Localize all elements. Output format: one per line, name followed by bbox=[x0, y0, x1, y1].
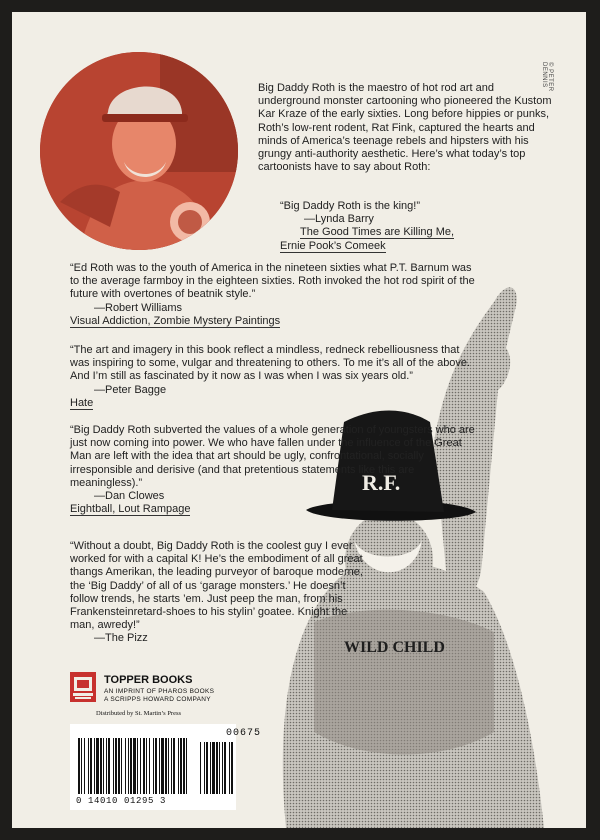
barcode-addon-number: 00675 bbox=[226, 728, 262, 739]
quote-the-pizz bbox=[70, 540, 370, 646]
quote-author: —Dan Clowes bbox=[94, 490, 165, 503]
shirt-text: WILD CHILD bbox=[344, 639, 445, 656]
quote-text: “Without a doubt, Big Daddy Roth is the coolest guy I ever worked for with a capital K! He’s the embodiment of all great thangs Amerikan, the leading purveyor of baroque moderne, the ‘Big Daddy’ of all of us ‘garage monsters.’ He doesn’t follow trends, he starts ’em. Just peep the man, from his Frankensteinretard-shoes to his stylin’ goatee. Knight the man, awredy!” bbox=[70, 540, 363, 632]
quote-robert-williams bbox=[70, 262, 480, 328]
back-cover bbox=[12, 12, 586, 828]
barcode bbox=[70, 724, 262, 810]
quote-source-cont: Ernie Pook’s Comeek bbox=[280, 239, 386, 252]
topper-books-logo bbox=[70, 672, 96, 702]
quote-text: “Big Daddy Roth subverted the values of a whole generation of youngsters who are just now coming into power. We who have fallen under the influence of the Great Man are left with the idea that art should be ugly, confrontational, socially irresponsible and derisive (and that pretentious statements like this are meaningless).” bbox=[70, 424, 475, 489]
publisher-company: A SCRIPPS HOWARD COMPANY bbox=[104, 696, 211, 703]
quote-peter-bagge bbox=[70, 344, 480, 410]
quote-source: Hate bbox=[70, 396, 94, 409]
distributor-line: Distributed by St. Martin’s Press bbox=[96, 710, 182, 717]
barcode-main-number: 0 14010 01295 3 bbox=[76, 796, 167, 806]
quote-author: —Robert Williams bbox=[94, 301, 183, 314]
publisher-imprint: AN IMPRINT OF PHAROS BOOKS bbox=[104, 688, 215, 695]
quote-author: —The Pizz bbox=[94, 632, 148, 645]
quote-text: “Ed Roth was to the youth of America in the nineteen sixties what P.T. Barnum was to the average farmboy in the eighteen sixties. Roth invoked the hot rod spirit of the future with overtones of beatnik style.” bbox=[70, 262, 475, 301]
quote-source: The Good Times are Killing Me, bbox=[300, 226, 455, 239]
quote-source: Eightball, Lout Rampage bbox=[70, 503, 191, 516]
quote-author: —Peter Bagge bbox=[94, 383, 167, 396]
quote-text: “Big Daddy Roth is the king!” bbox=[280, 200, 421, 212]
quote-source: Visual Addiction, Zombie Mystery Paintings bbox=[70, 314, 281, 327]
hat-text: R.F. bbox=[362, 470, 401, 495]
publisher-name: TOPPER BOOKS bbox=[104, 674, 193, 686]
intro-paragraph: Big Daddy Roth is the maestro of hot rod art and underground monster cartooning who pioneered the Kustom Kar Kraze of the early sixties. Long before hippies or punks, Roth’s low-rent rodent, Rat Fink, captured the hearts and minds of America’s teenage rebels and hipsters with his grungy anti-authority aesthetic. Here’s what today’s top cartoonists have to say about Roth: bbox=[258, 82, 552, 174]
quote-text: “The art and imagery in this book reflect a mindless, redneck rebelliousness that was inspiring to some, vulgar and threatening to others. To me it’s all of the above. And I’m still as fascinated by it now as I was when I was six years old.” bbox=[70, 344, 471, 383]
photo-credit: © PETER DENNIS bbox=[541, 62, 553, 92]
roth-portrait-photo bbox=[40, 52, 238, 250]
quote-author: —Lynda Barry bbox=[304, 213, 374, 226]
quote-lynda-barry bbox=[280, 200, 540, 253]
quote-dan-clowes bbox=[70, 424, 480, 516]
